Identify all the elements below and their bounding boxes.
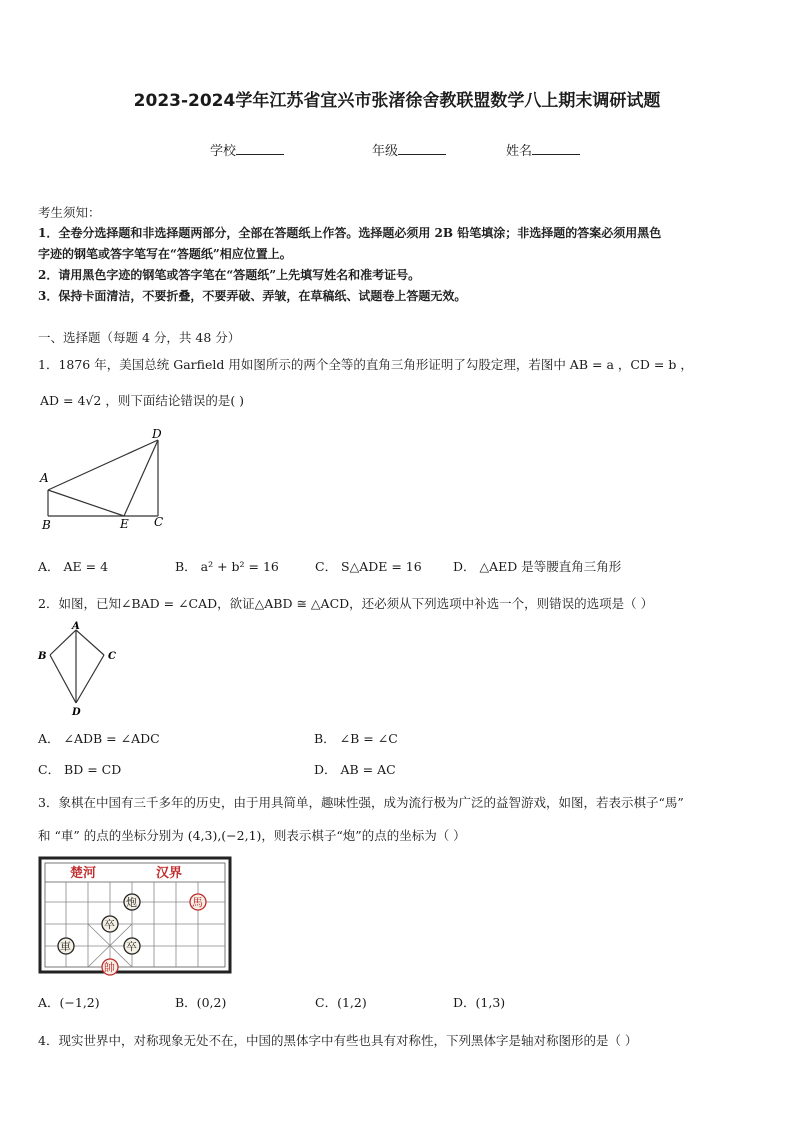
svg-text:馬: 馬 (192, 896, 203, 909)
section-heading: 一、选择题（每题 4 分，共 48 分） (38, 330, 241, 345)
grade-blank[interactable] (398, 142, 446, 155)
q2-label-c: C (108, 651, 116, 662)
q3-option-a[interactable]: A．(−1,2) (38, 995, 100, 1010)
q3-river-left: 楚河 (70, 866, 97, 881)
q3-piece-ma (190, 894, 206, 910)
q2-option-d[interactable]: D． AB = AC (314, 762, 396, 777)
q2-label-d: D (72, 707, 81, 718)
q2-label-a: A (72, 621, 80, 632)
q3-piece-shuai (102, 959, 118, 975)
q2-option-b[interactable]: B． ∠B = ∠C (314, 731, 398, 746)
school-blank[interactable] (236, 142, 284, 155)
q2-figure (36, 618, 126, 718)
notice-line-1: 1．全卷分选择题和非选择题两部分，全部在答题纸上作答。选择题必须用 2B 铅笔填涂；非选择题的答案必须用黑色 (38, 226, 662, 240)
q1-stem-line2: AD = 4√2 ，则下面结论错误的是( ) (40, 393, 245, 408)
q1-option-d[interactable]: D． △AED 是等腰直角三角形 (453, 559, 622, 574)
svg-text:炮: 炮 (126, 896, 137, 909)
svg-text:帥: 帥 (104, 961, 115, 974)
q1-label-d: D (152, 427, 162, 441)
q1-stem-line1: 1．1876 年，美国总统 Garfield 用如图所示的两个全等的直角三角形证明了勾股定理，若图中 AB = a ，CD = b ， (38, 357, 693, 372)
q3-piece-che (58, 938, 74, 954)
q3-chess-board (38, 856, 234, 976)
q1-option-c[interactable]: C． S△ADE = 16 (315, 559, 422, 574)
q1-label-c: C (154, 515, 164, 529)
notice-line-3: 3．保持卡面清洁，不要折叠，不要弄破、弄皱，在草稿纸、试题卷上答题无效。 (38, 289, 467, 303)
q1-label-a: A (40, 471, 49, 485)
q3-river-right: 汉界 (156, 866, 183, 881)
q1-label-b: B (42, 518, 51, 532)
q2-option-c[interactable]: C． BD = CD (38, 762, 122, 777)
notice-line-2: 2．请用黑色字迹的钢笔或答字笔在“答题纸”上先填写姓名和准考证号。 (38, 268, 421, 282)
svg-text:卒: 卒 (104, 918, 115, 931)
name-field (506, 140, 580, 159)
q3-option-d[interactable]: D．(1,3) (453, 995, 506, 1010)
svg-text:車: 車 (60, 940, 71, 953)
q4-stem: 4．现实世界中，对称现象无处不在，中国的黑体字中有些也具有对称性，下列黑体字是轴对称图形的是（ ） (38, 1033, 638, 1048)
name-blank[interactable] (532, 142, 580, 155)
grade-field (372, 140, 446, 159)
q3-stem-line2: 和 “車” 的点的坐标分别为 (4,3),(−2,1)，则表示棋子“炮”的点的坐标为（ ） (38, 828, 466, 843)
q3-piece-zu-1 (102, 916, 118, 932)
q2-label-b: B (38, 651, 47, 662)
q2-stem: 2．如图，已知∠BAD = ∠CAD，欲证△ABD ≅ △ACD，还必须从下列选项中补选一个，则错误的选项是（ ） (38, 596, 654, 611)
q1-option-b[interactable]: B． a² + b² = 16 (175, 559, 279, 574)
q1-option-a[interactable]: A． AE = 4 (38, 559, 109, 574)
name-label: 姓名 (506, 144, 533, 159)
q3-option-b[interactable]: B．(0,2) (175, 995, 227, 1010)
q1-figure (36, 424, 176, 534)
q1-label-e: E (120, 517, 129, 531)
notice-line-1b: 字迹的钢笔或答字笔写在“答题纸”相应位置上。 (38, 247, 292, 261)
q3-stem-line1: 3．象棋在中国有三千多年的历史，由于用具简单，趣味性强，成为流行极为广泛的益智游戏，如图，若表示棋子“馬” (38, 795, 684, 810)
school-field (210, 140, 284, 159)
grade-label: 年级 (372, 144, 399, 159)
q3-piece-pao (124, 894, 140, 910)
q3-option-c[interactable]: C．(1,2) (315, 995, 367, 1010)
school-label: 学校 (210, 144, 237, 159)
q2-option-a[interactable]: A． ∠ADB = ∠ADC (38, 731, 160, 746)
svg-text:卒: 卒 (126, 940, 137, 953)
page-title: 2023-2024学年江苏省宜兴市张渚徐舍教联盟数学八上期末调研试题 (133, 91, 661, 111)
q3-piece-zu-2 (124, 938, 140, 954)
notice-heading: 考生须知： (38, 205, 101, 220)
